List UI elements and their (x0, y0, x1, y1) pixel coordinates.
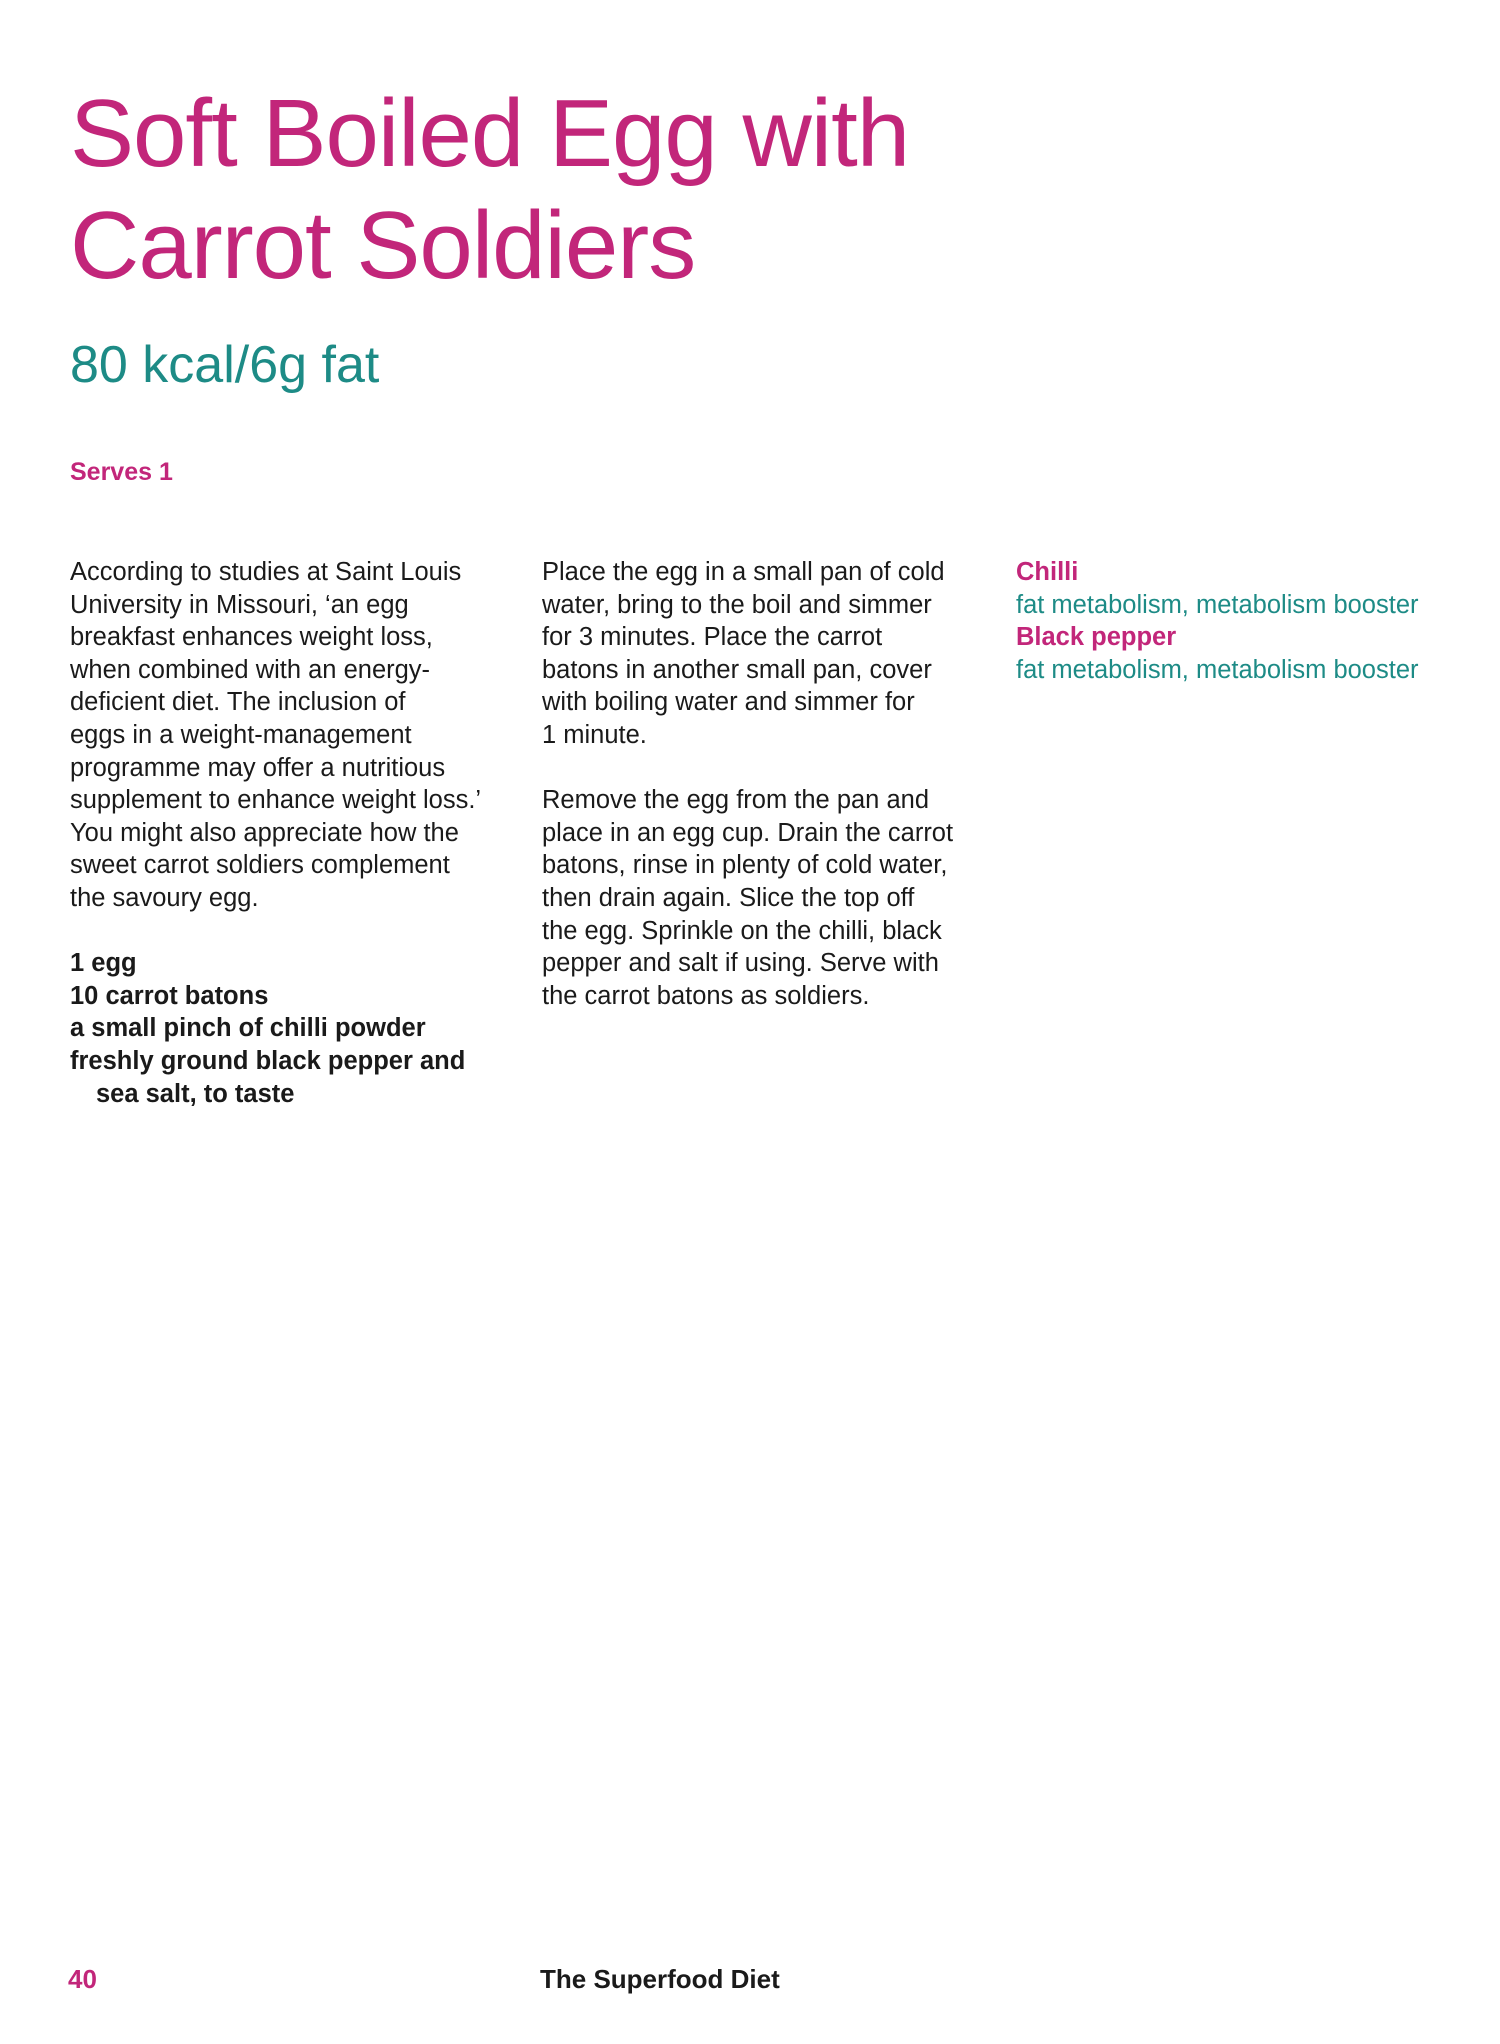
superfood-name: Chilli (1016, 558, 1079, 586)
method-line: with boiling water and simmer for (542, 688, 915, 717)
ingredient-list (70, 947, 520, 1110)
intro-line: You might also appreciate how the (70, 818, 459, 847)
method-line: for 3 minutes. Place the carrot (542, 623, 883, 652)
method-line: batons in another small pan, cover (542, 655, 932, 684)
intro-column (70, 556, 520, 1110)
intro-line: eggs in a weight-management (70, 720, 412, 749)
superfood-entry (1016, 556, 1496, 621)
intro-line: the savoury egg. (70, 883, 259, 912)
intro-line: when combined with an energy- (70, 655, 431, 684)
method-line: 1 minute. (542, 720, 647, 749)
method-line: Place the egg in a small pan of cold (542, 558, 945, 586)
superfood-name: Black pepper (1016, 623, 1177, 652)
serves-label: Serves 1 (70, 458, 173, 486)
superfood-benefits: fat metabolism, metabolism booster (1016, 655, 1419, 684)
page-number: 40 (68, 1964, 97, 1994)
method-line: place in an egg cup. Drain the carrot (542, 818, 954, 847)
method-step (542, 556, 1012, 752)
ingredient-item: freshly ground black pepper and (70, 1046, 466, 1075)
method-line: water, bring to the boil and simmer (542, 590, 932, 619)
superfood-column (1016, 556, 1496, 686)
intro-line: sweet carrot soldiers complement (70, 851, 450, 880)
method-line: the egg. Sprinkle on the chilli, black (542, 916, 942, 945)
ingredient-item: 1 egg (70, 949, 137, 978)
recipe-title-line: Carrot Soldiers (70, 192, 696, 299)
recipe-title (70, 78, 970, 302)
ingredient-item: sea salt, to taste (96, 1079, 295, 1108)
recipe-title-line: Soft Boiled Egg with (70, 80, 910, 187)
intro-line: supplement to enhance weight loss.’ (70, 786, 482, 815)
intro-line: programme may offer a nutritious (70, 753, 446, 782)
method-column (542, 556, 1012, 1012)
intro-line: breakfast enhances weight loss, (70, 623, 433, 652)
intro-line: deficient diet. The inclusion of (70, 688, 406, 717)
method-line: batons, rinse in plenty of cold water, (542, 851, 948, 880)
superfood-benefits: fat metabolism, metabolism booster (1016, 590, 1419, 619)
method-line: pepper and salt if using. Serve with (542, 949, 939, 978)
intro-line: University in Missouri, ‘an egg (70, 590, 409, 619)
nutrition-info: 80 kcal/6g fat (70, 336, 380, 394)
intro-paragraph (70, 556, 520, 915)
superfood-entry (1016, 621, 1496, 686)
intro-line: According to studies at Saint Louis (70, 558, 462, 586)
method-line: then drain again. Slice the top off (542, 883, 915, 912)
method-step (542, 784, 1012, 1012)
method-line: the carrot batons as soldiers. (542, 981, 870, 1010)
book-title: The Superfood Diet (540, 1964, 780, 1994)
method-line: Remove the egg from the pan and (542, 786, 929, 815)
ingredient-item: 10 carrot batons (70, 981, 269, 1010)
ingredient-item: a small pinch of chilli powder (70, 1014, 426, 1043)
